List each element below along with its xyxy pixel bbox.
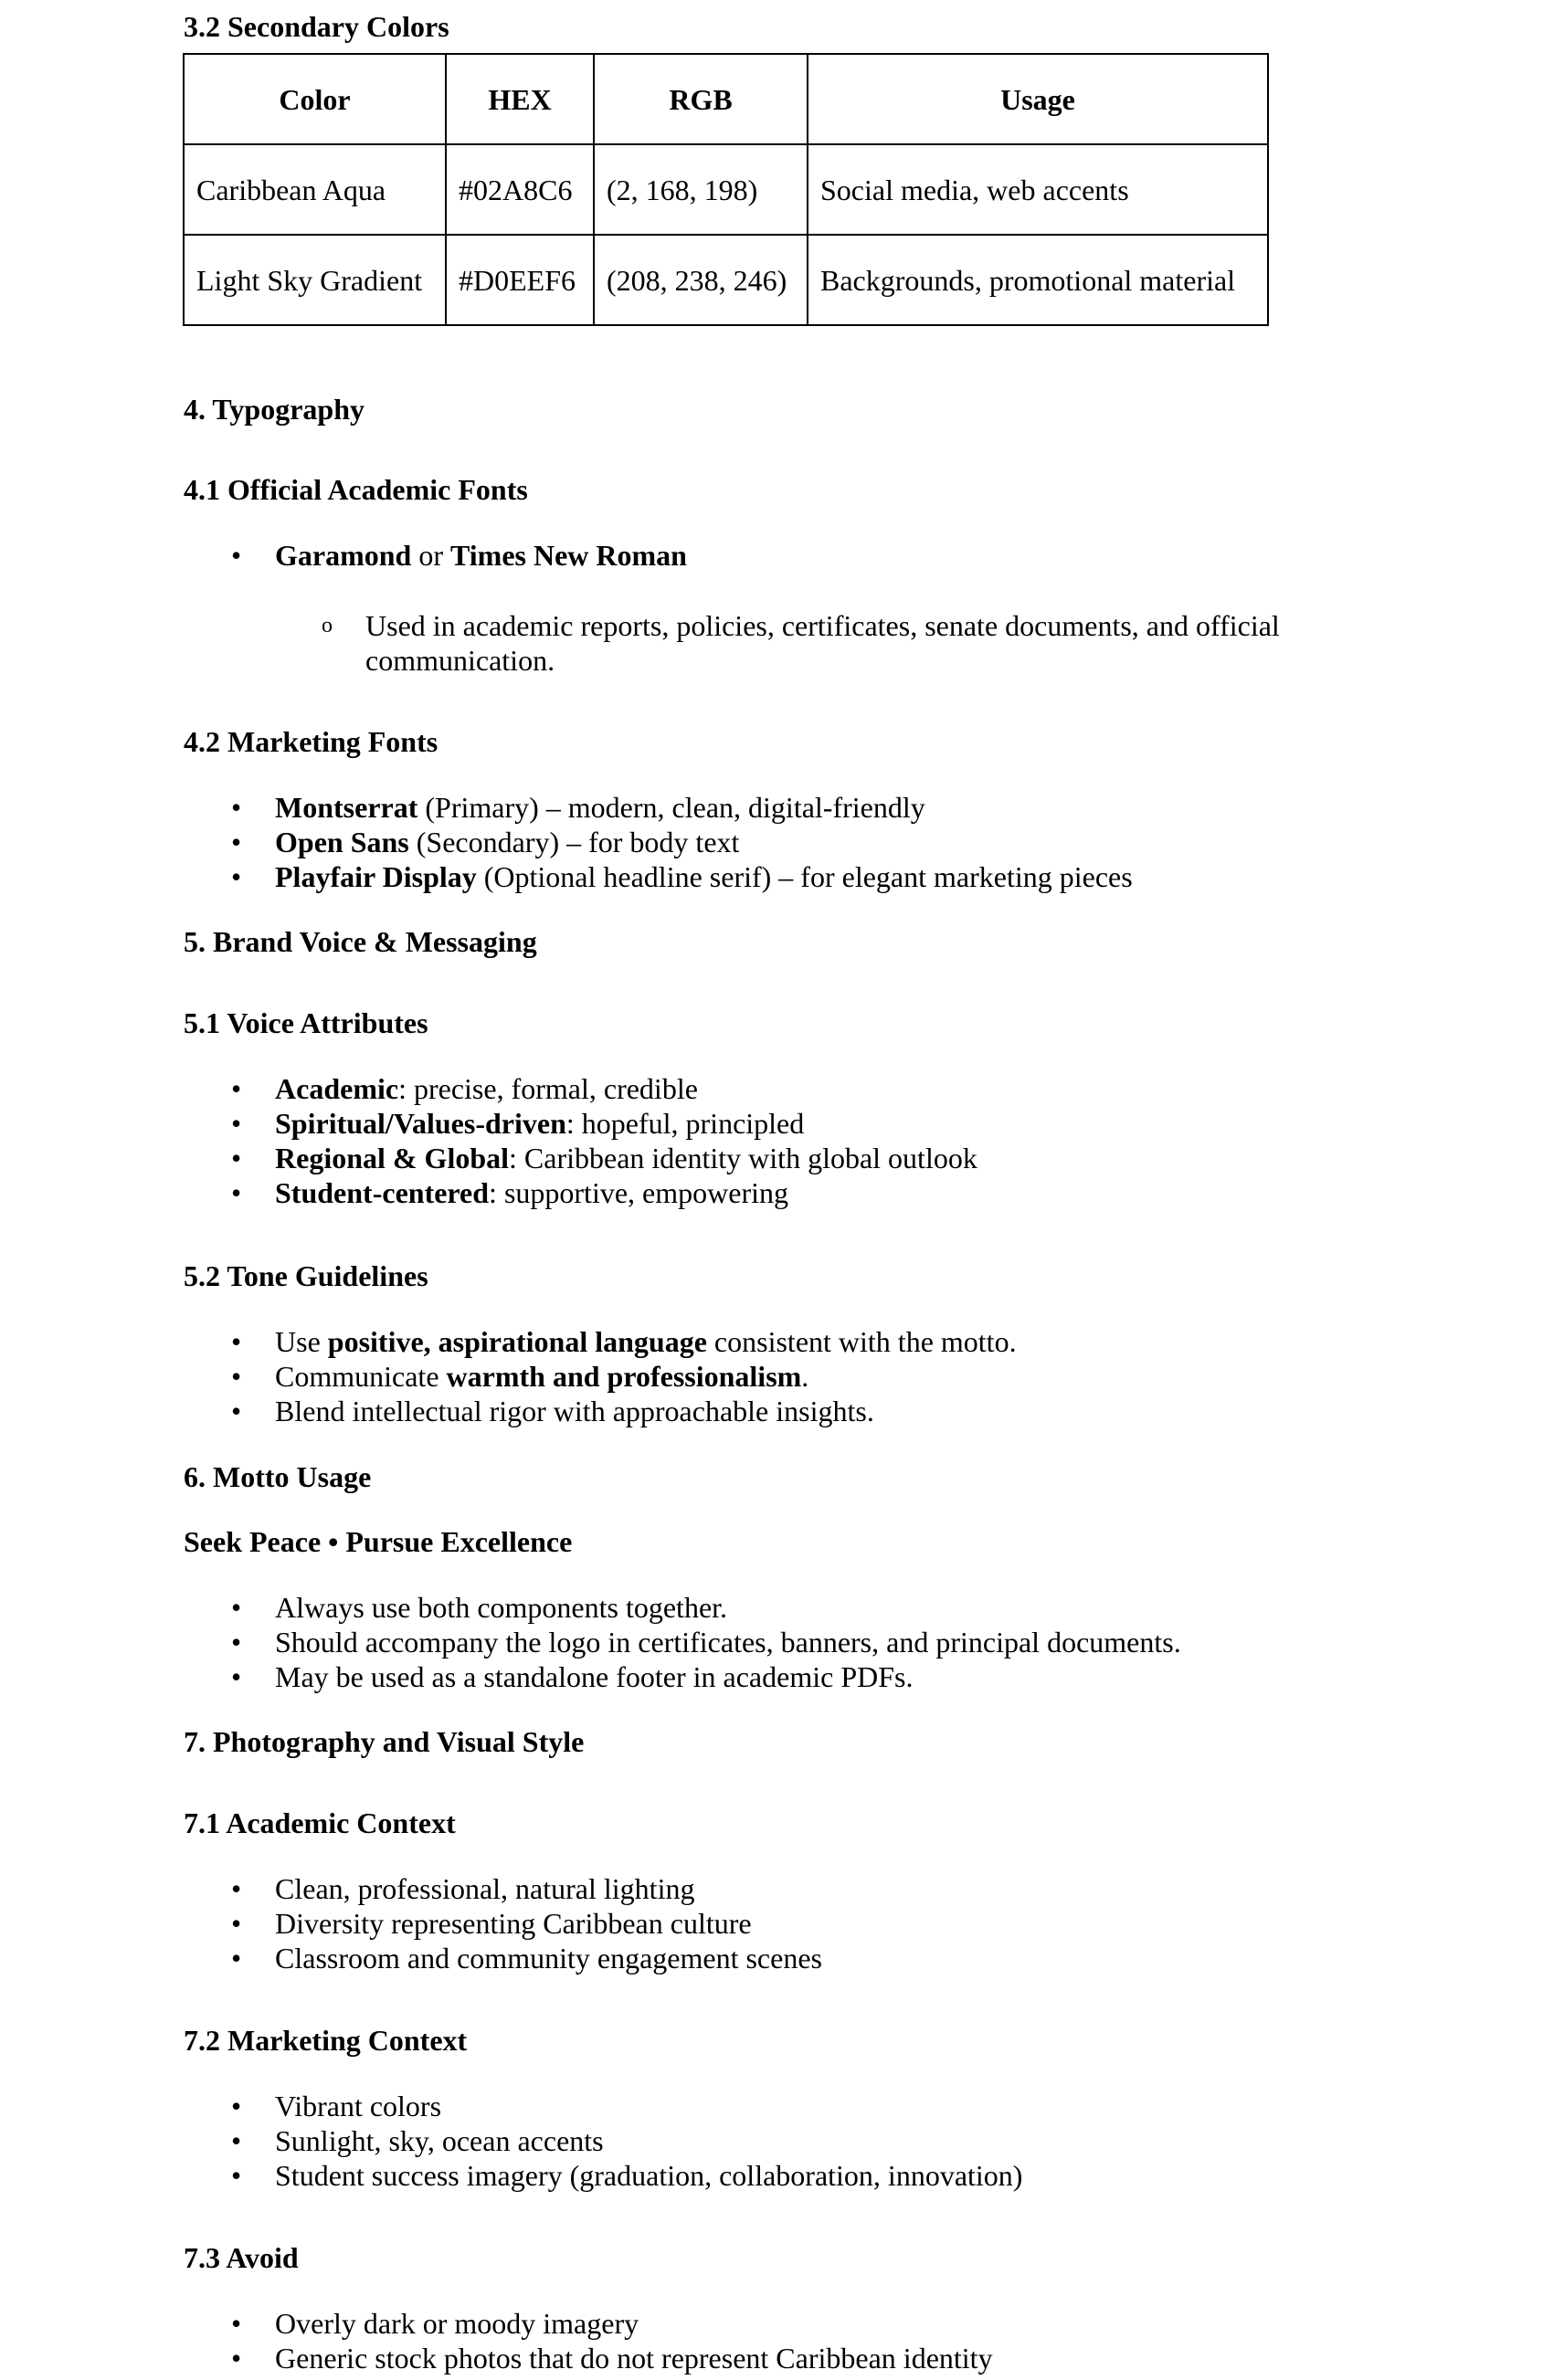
- list-item: • Should accompany the logo in certificates, banners, and principal documents.: [231, 1626, 1181, 1659]
- list-item: • Spiritual/Values-driven: hopeful, principled: [231, 1107, 805, 1140]
- list-item: • Overly dark or moody imagery: [231, 2307, 639, 2340]
- bullet-icon: •: [231, 2090, 242, 2122]
- tone-guidelines-list: [184, 1324, 1463, 1428]
- list-item: • Montserrat (Primary) – modern, clean, digital-friendly: [231, 791, 925, 824]
- bullet-icon: •: [231, 826, 242, 858]
- list-item: • Sunlight, sky, ocean accents: [231, 2124, 604, 2157]
- bullet-icon: •: [231, 1907, 242, 1940]
- list-item: • Garamond or Times New Roman: [231, 539, 687, 572]
- motto-usage-list: [184, 1590, 1463, 1694]
- bullet-icon: •: [231, 1660, 242, 1693]
- list-item: • Use positive, aspirational language consistent with the motto.: [231, 1325, 1017, 1358]
- header-rgb: RGB: [594, 54, 808, 144]
- heading-motto-usage: 6. Motto Usage: [184, 1460, 372, 1493]
- heading-avoid: 7.3 Avoid: [184, 2241, 299, 2274]
- bullet-icon: •: [231, 1395, 242, 1427]
- motto-text: Seek Peace • Pursue Excellence: [184, 1525, 573, 1558]
- bullet-icon: •: [231, 2159, 242, 2192]
- bullet-icon: •: [231, 1360, 242, 1393]
- cell-usage: Social media, web accents: [808, 144, 1268, 235]
- cell-hex: #D0EEF6: [446, 235, 594, 325]
- heading-marketing-fonts: 4.2 Marketing Fonts: [184, 725, 438, 758]
- list-item: • Student success imagery (graduation, collaboration, innovation): [231, 2159, 1023, 2192]
- cell-rgb: (208, 238, 246): [594, 235, 808, 325]
- list-item: • Academic: precise, formal, credible: [231, 1072, 698, 1105]
- bullet-icon: •: [231, 1626, 242, 1659]
- bullet-icon: •: [231, 2124, 242, 2157]
- list-item: • Classroom and community engagement scenes: [231, 1942, 822, 1975]
- header-hex: HEX: [446, 54, 594, 144]
- heading-secondary-colors: 3.2 Secondary Colors: [184, 10, 449, 43]
- academic-context-list: [184, 1871, 1463, 1975]
- table-row: [184, 235, 1268, 325]
- bullet-icon: •: [231, 1107, 242, 1140]
- secondary-colors-table: [183, 53, 1269, 326]
- cell-usage: Backgrounds, promotional material: [808, 235, 1268, 325]
- list-item: • Regional & Global: Caribbean identity with global outlook: [231, 1142, 977, 1174]
- academic-fonts-sublist: [315, 608, 1347, 678]
- cell-color-name: Light Sky Gradient: [184, 235, 446, 325]
- list-item: • Blend intellectual rigor with approachable insights.: [231, 1395, 874, 1427]
- list-item: • Clean, professional, natural lighting: [231, 1872, 695, 1905]
- bullet-icon: •: [231, 791, 242, 824]
- table-row: [184, 144, 1268, 235]
- bullet-icon: •: [231, 1142, 242, 1174]
- bullet-icon: •: [231, 2342, 242, 2375]
- list-item: o Used in academic reports, policies, certificates, senate documents, and official communication.: [322, 609, 1280, 677]
- heading-typography: 4. Typography: [184, 393, 364, 426]
- table-header-row: [184, 54, 1268, 144]
- list-item: • Always use both components together.: [231, 1591, 728, 1624]
- bullet-icon: •: [231, 1872, 242, 1905]
- cell-color-name: Caribbean Aqua: [184, 144, 446, 235]
- bullet-icon: •: [231, 1176, 242, 1209]
- cell-rgb: (2, 168, 198): [594, 144, 808, 235]
- bullet-icon: •: [231, 860, 242, 893]
- heading-tone-guidelines: 5.2 Tone Guidelines: [184, 1259, 428, 1292]
- list-item: • May be used as a standalone footer in academic PDFs.: [231, 1660, 914, 1693]
- heading-photography: 7. Photography and Visual Style: [184, 1725, 585, 1758]
- heading-brand-voice: 5. Brand Voice & Messaging: [184, 925, 537, 958]
- list-item: • Diversity representing Caribbean culture: [231, 1907, 752, 1940]
- list-item: • Vibrant colors: [231, 2090, 442, 2122]
- circle-bullet-icon: o: [322, 614, 333, 637]
- voice-attributes-list: [184, 1071, 1463, 1210]
- bullet-icon: •: [231, 1942, 242, 1975]
- list-item: • Playfair Display (Optional headline serif) – for elegant marketing pieces: [231, 860, 1133, 893]
- heading-marketing-context: 7.2 Marketing Context: [184, 2024, 468, 2057]
- list-item: • Open Sans (Secondary) – for body text: [231, 826, 740, 858]
- header-color: Color: [184, 54, 446, 144]
- marketing-fonts-list: [184, 790, 1463, 894]
- heading-voice-attributes: 5.1 Voice Attributes: [184, 1006, 428, 1039]
- heading-academic-context: 7.1 Academic Context: [184, 1806, 456, 1839]
- bullet-icon: •: [231, 1072, 242, 1105]
- list-item: • Student-centered: supportive, empowering: [231, 1176, 788, 1209]
- avoid-list: [184, 2306, 1463, 2375]
- bullet-icon: •: [231, 1591, 242, 1624]
- list-item: • Generic stock photos that do not represent Caribbean identity: [231, 2342, 993, 2375]
- cell-hex: #02A8C6: [446, 144, 594, 235]
- bullet-icon: •: [231, 539, 242, 572]
- marketing-context-list: [184, 2089, 1463, 2193]
- bullet-icon: •: [231, 2307, 242, 2340]
- bullet-icon: •: [231, 1325, 242, 1358]
- heading-academic-fonts: 4.1 Official Academic Fonts: [184, 473, 528, 506]
- academic-fonts-list: [184, 538, 1463, 573]
- list-item: • Communicate warmth and professionalism.: [231, 1360, 809, 1393]
- header-usage: Usage: [808, 54, 1268, 144]
